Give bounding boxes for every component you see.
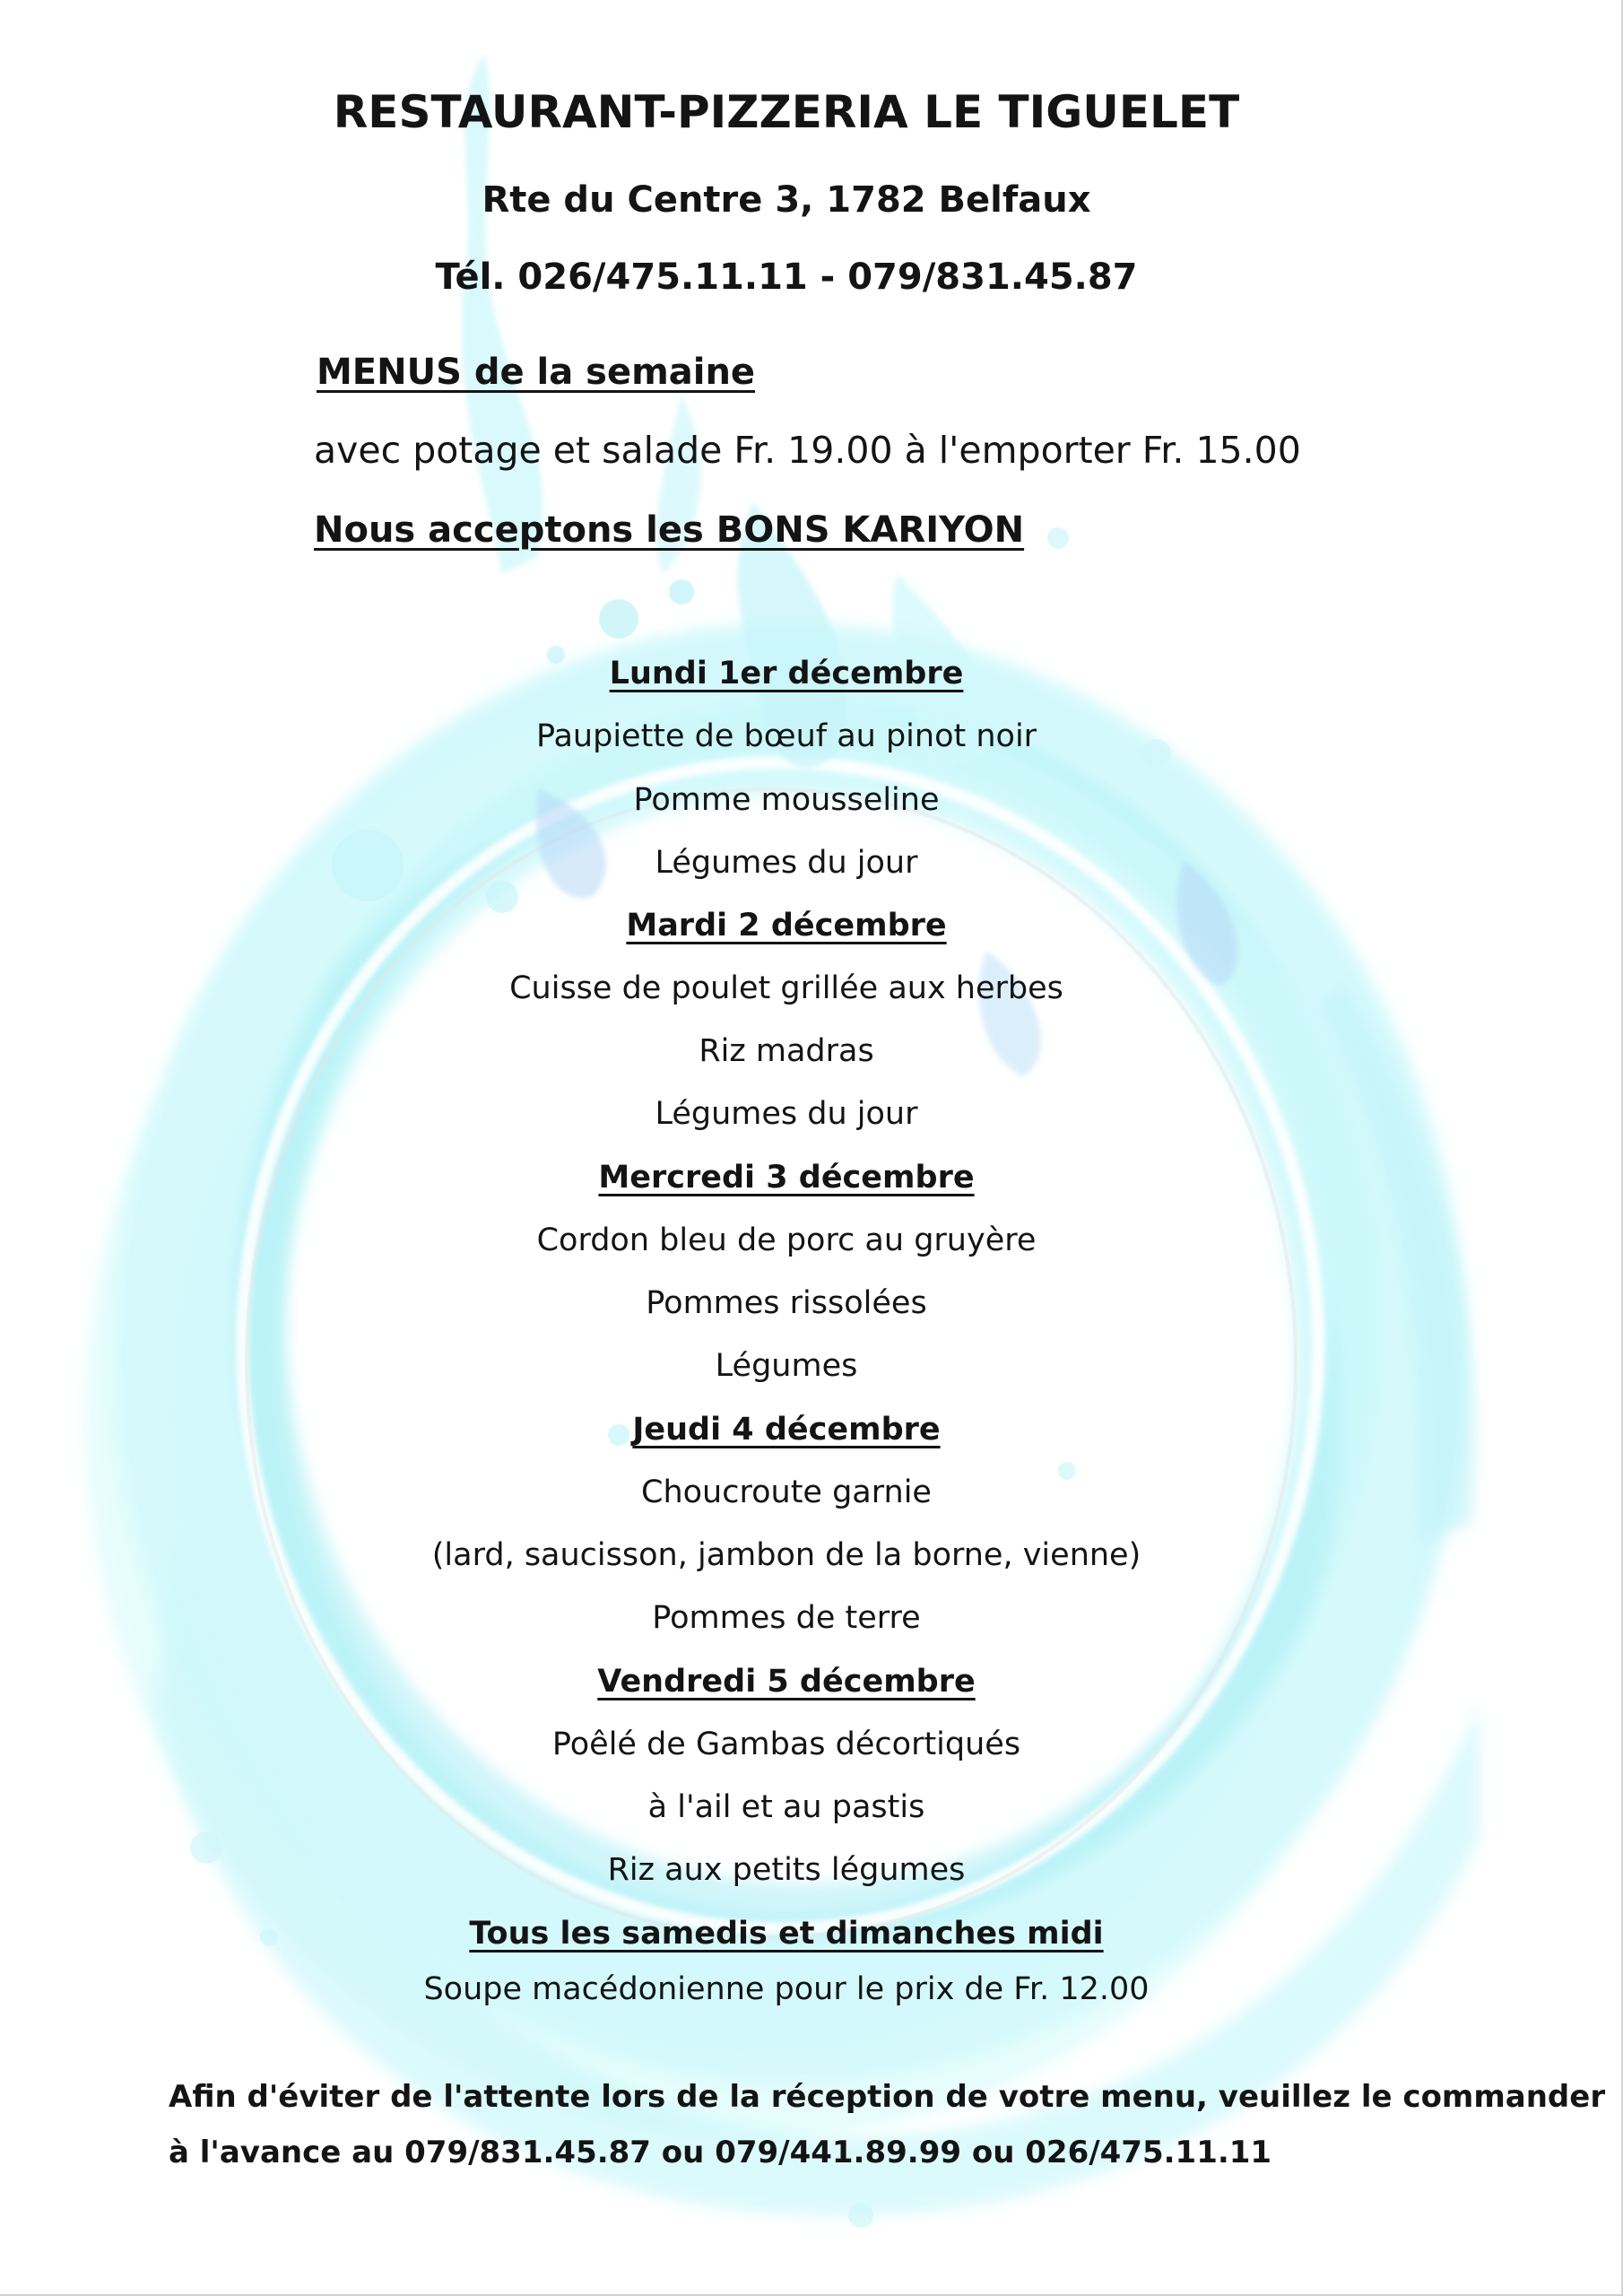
dish-item: Riz madras <box>699 1033 874 1069</box>
order-notice-line-1: Afin d'éviter de l'attente lors de la réception de votre menu, veuillez le commander <box>169 2079 1606 2115</box>
dish-item: Pommes rissolées <box>646 1285 927 1321</box>
dish-item: Poêlé de Gambas décortiqués <box>551 1726 1021 1762</box>
day-heading-monday: Lundi 1er décembre <box>609 656 964 691</box>
dish-item: (lard, saucisson, jambon de la borne, vienne) <box>431 1537 1141 1573</box>
vouchers-notice: Nous acceptons les BONS KARIYON <box>314 509 1025 551</box>
price-line: avec potage et salade Fr. 19.00 à l'emporter Fr. 15.00 <box>314 429 1301 472</box>
dish-item: Cuisse de poulet grillée aux herbes <box>509 970 1063 1006</box>
dish-item: Pomme mousseline <box>633 782 940 818</box>
day-heading-tuesday: Mardi 2 décembre <box>626 908 947 944</box>
weekend-heading: Tous les samedis et dimanches midi <box>469 1916 1104 1952</box>
dish-item: Légumes du jour <box>655 845 918 881</box>
dish-item: Cordon bleu de porc au gruyère <box>536 1222 1037 1258</box>
restaurant-phone: Tél. 026/475.11.11 - 079/831.45.87 <box>435 257 1138 298</box>
dish-item: Légumes du jour <box>655 1096 918 1132</box>
dish-item: Pommes de terre <box>652 1600 921 1636</box>
dish-item: Paupiette de bœuf au pinot noir <box>535 718 1037 754</box>
weekend-dish: Soupe macédonienne pour le prix de Fr. 12.00 <box>423 1971 1150 2007</box>
dish-item: Riz aux petits légumes <box>607 1852 966 1888</box>
day-heading-wednesday: Mercredi 3 décembre <box>598 1160 975 1196</box>
dish-item: à l'ail et au pastis <box>647 1789 925 1825</box>
restaurant-address: Rte du Centre 3, 1782 Belfaux <box>482 179 1091 221</box>
order-notice-line-2: à l'avance au 079/831.45.87 ou 079/441.89.99 ou 026/475.11.11 <box>169 2135 1272 2170</box>
day-heading-friday: Vendredi 5 décembre <box>597 1664 976 1700</box>
dish-item: Choucroute garnie <box>641 1474 932 1510</box>
menus-heading: MENUS de la semaine <box>317 352 756 393</box>
restaurant-title: RESTAURANT-PIZZERIA LE TIGUELET <box>333 86 1240 138</box>
dish-item: Légumes <box>715 1348 858 1384</box>
day-heading-thursday: Jeudi 4 décembre <box>632 1412 941 1448</box>
